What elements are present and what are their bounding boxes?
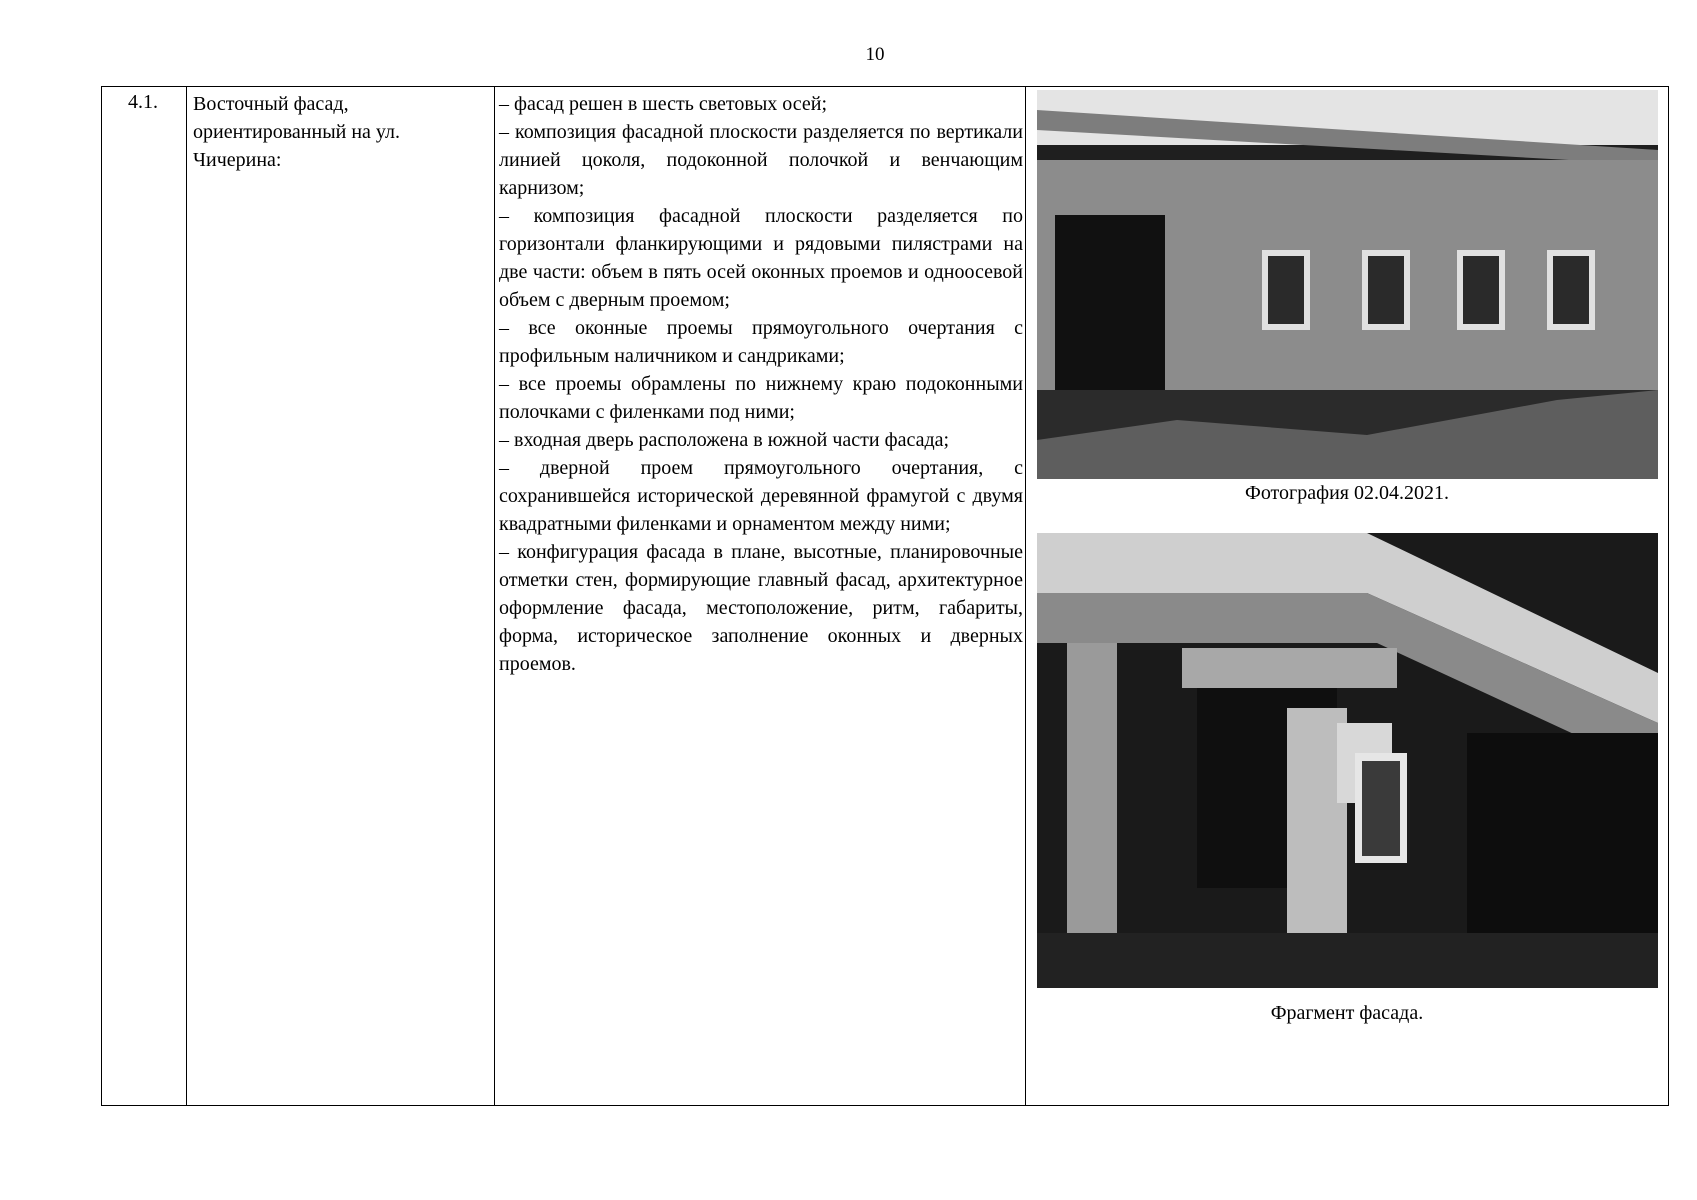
list-item: – все оконные проемы прямоугольного очертания с профильным наличником и сандриками; [499, 317, 1023, 367]
row-number: 4.1. [102, 87, 187, 1106]
list-item: – дверной проем прямоугольного очертания, с сохранившейся исторической деревянной фрамугой с двумя квадратными филенками и орнаментом между ними; [499, 457, 1023, 535]
photo-caption: Фотография 02.04.2021. [1245, 482, 1449, 504]
facade-fragment-photo [1037, 533, 1658, 988]
element-name-cell [187, 87, 495, 1106]
list-item: – входная дверь расположена в южной части фасада; [499, 429, 950, 451]
page-number: 10 [865, 44, 885, 65]
list-item: – композиция фасадной плоскости разделяется по горизонтали фланкирующими и рядовыми пилястрами на две части: объем в пять осей оконных проемов и одноосевой объем с дверным проемом; [499, 205, 1023, 311]
table-row [102, 87, 1669, 1106]
list-item: – композиция фасадной плоскости разделяется по вертикали линией цоколя, подоконной полочкой и венчающим карнизом; [499, 121, 1023, 199]
facade-fragment-photo-image [1037, 533, 1658, 988]
element-name-line: Чичерина: [193, 149, 282, 171]
heritage-table [101, 86, 1669, 1106]
facade-photo-image [1037, 90, 1658, 479]
list-item: – конфигурация фасада в плане, высотные, планировочные отметки стен, формирующие главный фасад, архитектурное оформление фасада, местоположение, ритм, габариты, форма, историческое заполнение оконных и дверных проемов. [499, 541, 1023, 675]
description-cell [495, 87, 1026, 1106]
list-item: – фасад решен в шесть световых осей; [499, 93, 828, 115]
list-item: – все проемы обрамлены по нижнему краю подоконными полочками с филенками под ними; [499, 373, 1023, 423]
facade-photo [1037, 90, 1658, 479]
element-name-line: ориентированный на ул. [193, 121, 401, 143]
photo-caption: Фрагмент фасада. [1270, 1002, 1424, 1024]
element-name-line: Восточный фасад, [193, 93, 349, 115]
photos-cell [1026, 87, 1669, 1106]
